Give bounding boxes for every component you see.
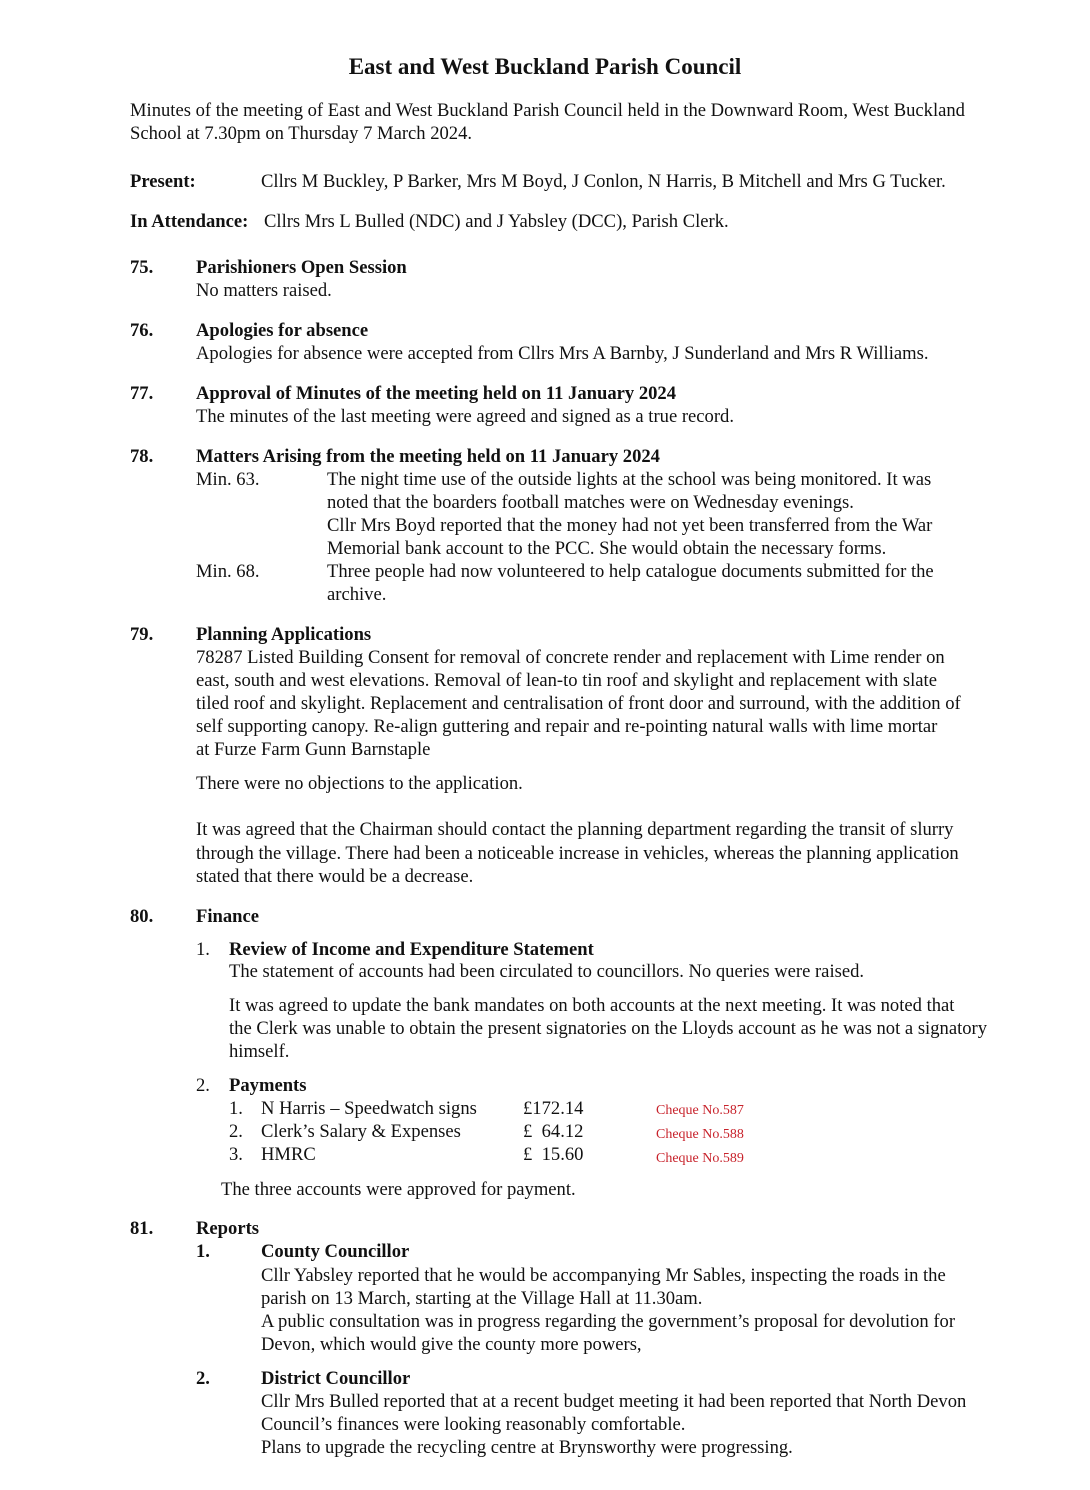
minute-text-line: Three people had now volunteered to help catalogue documents submitted for the bbox=[327, 561, 934, 582]
report-line: parish on 13 March, starting at the Village Hall at 11.30am. bbox=[261, 1288, 703, 1309]
attendance-label: In Attendance: bbox=[130, 211, 249, 232]
item-heading: Finance bbox=[196, 906, 260, 927]
subitem-number: 2. bbox=[196, 1075, 210, 1096]
payment-amount: £ 15.60 bbox=[523, 1144, 584, 1165]
item-heading: Planning Applications bbox=[196, 624, 372, 645]
payment-number: 2. bbox=[229, 1121, 243, 1142]
present-text: Cllrs M Buckley, P Barker, Mrs M Boyd, J Conlon, N Harris, B Mitchell and Mrs G Tucker. bbox=[261, 171, 946, 192]
minute-ref: Min. 68. bbox=[196, 561, 260, 582]
report-line: Cllr Mrs Bulled reported that at a recent budget meeting it had been reported that North Devon bbox=[261, 1391, 967, 1412]
subitem-heading: Payments bbox=[229, 1075, 307, 1096]
report-heading: County Councillor bbox=[261, 1241, 410, 1262]
planning-line: tiled roof and skylight. Replacement and centralisation of front door and surround, with the addition of bbox=[196, 693, 961, 714]
intro-line: Minutes of the meeting of East and West Buckland Parish Council held in the Downward Room, West Buckland bbox=[130, 100, 965, 121]
cheque-number: Cheque No.588 bbox=[656, 1127, 744, 1142]
present-label: Present: bbox=[130, 171, 196, 192]
planning-line: 78287 Listed Building Consent for removal of concrete render and replacement with Lime render on bbox=[196, 647, 945, 668]
payment-payee: N Harris – Speedwatch signs bbox=[261, 1098, 477, 1119]
attendance-text: Cllrs Mrs L Bulled (NDC) and J Yabsley (DCC), Parish Clerk. bbox=[264, 211, 729, 232]
minute-text-line: The night time use of the outside lights at the school was being monitored. It was bbox=[327, 469, 932, 490]
minute-text-line: Memorial bank account to the PCC. She would obtain the necessary forms. bbox=[327, 538, 887, 559]
subitem-heading: Review of Income and Expenditure Statement bbox=[229, 939, 594, 960]
report-number: 1. bbox=[196, 1241, 210, 1262]
cheque-number: Cheque No.589 bbox=[656, 1151, 744, 1166]
minute-ref: Min. 63. bbox=[196, 469, 260, 490]
report-heading: District Councillor bbox=[261, 1368, 411, 1389]
report-line: Council’s finances were looking reasonably comfortable. bbox=[261, 1414, 686, 1435]
report-line: Plans to upgrade the recycling centre at Brynsworthy were progressing. bbox=[261, 1437, 793, 1458]
payments-approved: The three accounts were approved for payment. bbox=[221, 1179, 576, 1200]
payment-number: 3. bbox=[229, 1144, 243, 1165]
payment-number: 1. bbox=[229, 1098, 243, 1119]
intro-line: School at 7.30pm on Thursday 7 March 2024. bbox=[130, 123, 473, 144]
item-number: 80. bbox=[130, 906, 154, 927]
minute-text-line: noted that the boarders football matches were on Wednesday evenings. bbox=[327, 492, 854, 513]
planning-outcome: There were no objections to the application. bbox=[196, 773, 523, 794]
planning-line: self supporting canopy. Re-align guttering and repair and re-pointing natural walls with lime mortar bbox=[196, 716, 938, 737]
document-title: East and West Buckland Parish Council bbox=[348, 54, 742, 79]
report-line: Devon, which would give the county more powers, bbox=[261, 1334, 642, 1355]
minute-text-line: archive. bbox=[327, 584, 387, 605]
slurry-line: through the village. There had been a noticeable increase in vehicles, whereas the planning application bbox=[196, 843, 959, 864]
item-number: 79. bbox=[130, 624, 154, 645]
payment-amount: £172.14 bbox=[523, 1098, 584, 1119]
item-text: No matters raised. bbox=[196, 280, 332, 301]
report-line: A public consultation was in progress regarding the government’s proposal for devolution for bbox=[261, 1311, 956, 1332]
planning-line: east, south and west elevations. Removal of lean-to tin roof and skylight and replacement with slate bbox=[196, 670, 937, 691]
slurry-line: It was agreed that the Chairman should contact the planning department regarding the transit of slurry bbox=[196, 819, 954, 840]
item-number: 77. bbox=[130, 383, 154, 404]
item-text: The minutes of the last meeting were agreed and signed as a true record. bbox=[196, 406, 734, 427]
item-text: Apologies for absence were accepted from Cllrs Mrs A Barnby, J Sunderland and Mrs R Williams. bbox=[196, 343, 929, 364]
item-heading: Reports bbox=[196, 1218, 259, 1239]
cheque-number: Cheque No.587 bbox=[656, 1103, 744, 1118]
item-number: 78. bbox=[130, 446, 154, 467]
mandate-line: the Clerk was unable to obtain the present signatories on the Lloyds account as he was not a signatory bbox=[229, 1018, 988, 1039]
item-heading: Apologies for absence bbox=[196, 320, 369, 341]
minute-text-line: Cllr Mrs Boyd reported that the money had not yet been transferred from the War bbox=[327, 515, 933, 536]
planning-line: at Furze Farm Gunn Barnstaple bbox=[196, 739, 431, 760]
slurry-line: stated that there would be a decrease. bbox=[196, 866, 474, 887]
item-heading: Parishioners Open Session bbox=[196, 257, 407, 278]
item-heading: Approval of Minutes of the meeting held on 11 January 2024 bbox=[196, 383, 677, 404]
item-number: 75. bbox=[130, 257, 154, 278]
payment-amount: £ 64.12 bbox=[523, 1121, 584, 1142]
item-number: 76. bbox=[130, 320, 154, 341]
payment-payee: Clerk’s Salary & Expenses bbox=[261, 1121, 461, 1142]
subitem-text: The statement of accounts had been circulated to councillors. No queries were raised. bbox=[229, 961, 865, 982]
report-line: Cllr Yabsley reported that he would be accompanying Mr Sables, inspecting the roads in the bbox=[261, 1265, 946, 1286]
payment-payee: HMRC bbox=[261, 1144, 316, 1165]
mandate-line: himself. bbox=[229, 1041, 290, 1062]
item-number: 81. bbox=[130, 1218, 154, 1239]
mandate-line: It was agreed to update the bank mandates on both accounts at the next meeting. It was noted that bbox=[229, 995, 955, 1016]
item-heading: Matters Arising from the meeting held on 11 January 2024 bbox=[196, 446, 660, 467]
subitem-number: 1. bbox=[196, 939, 210, 960]
report-number: 2. bbox=[196, 1368, 210, 1389]
